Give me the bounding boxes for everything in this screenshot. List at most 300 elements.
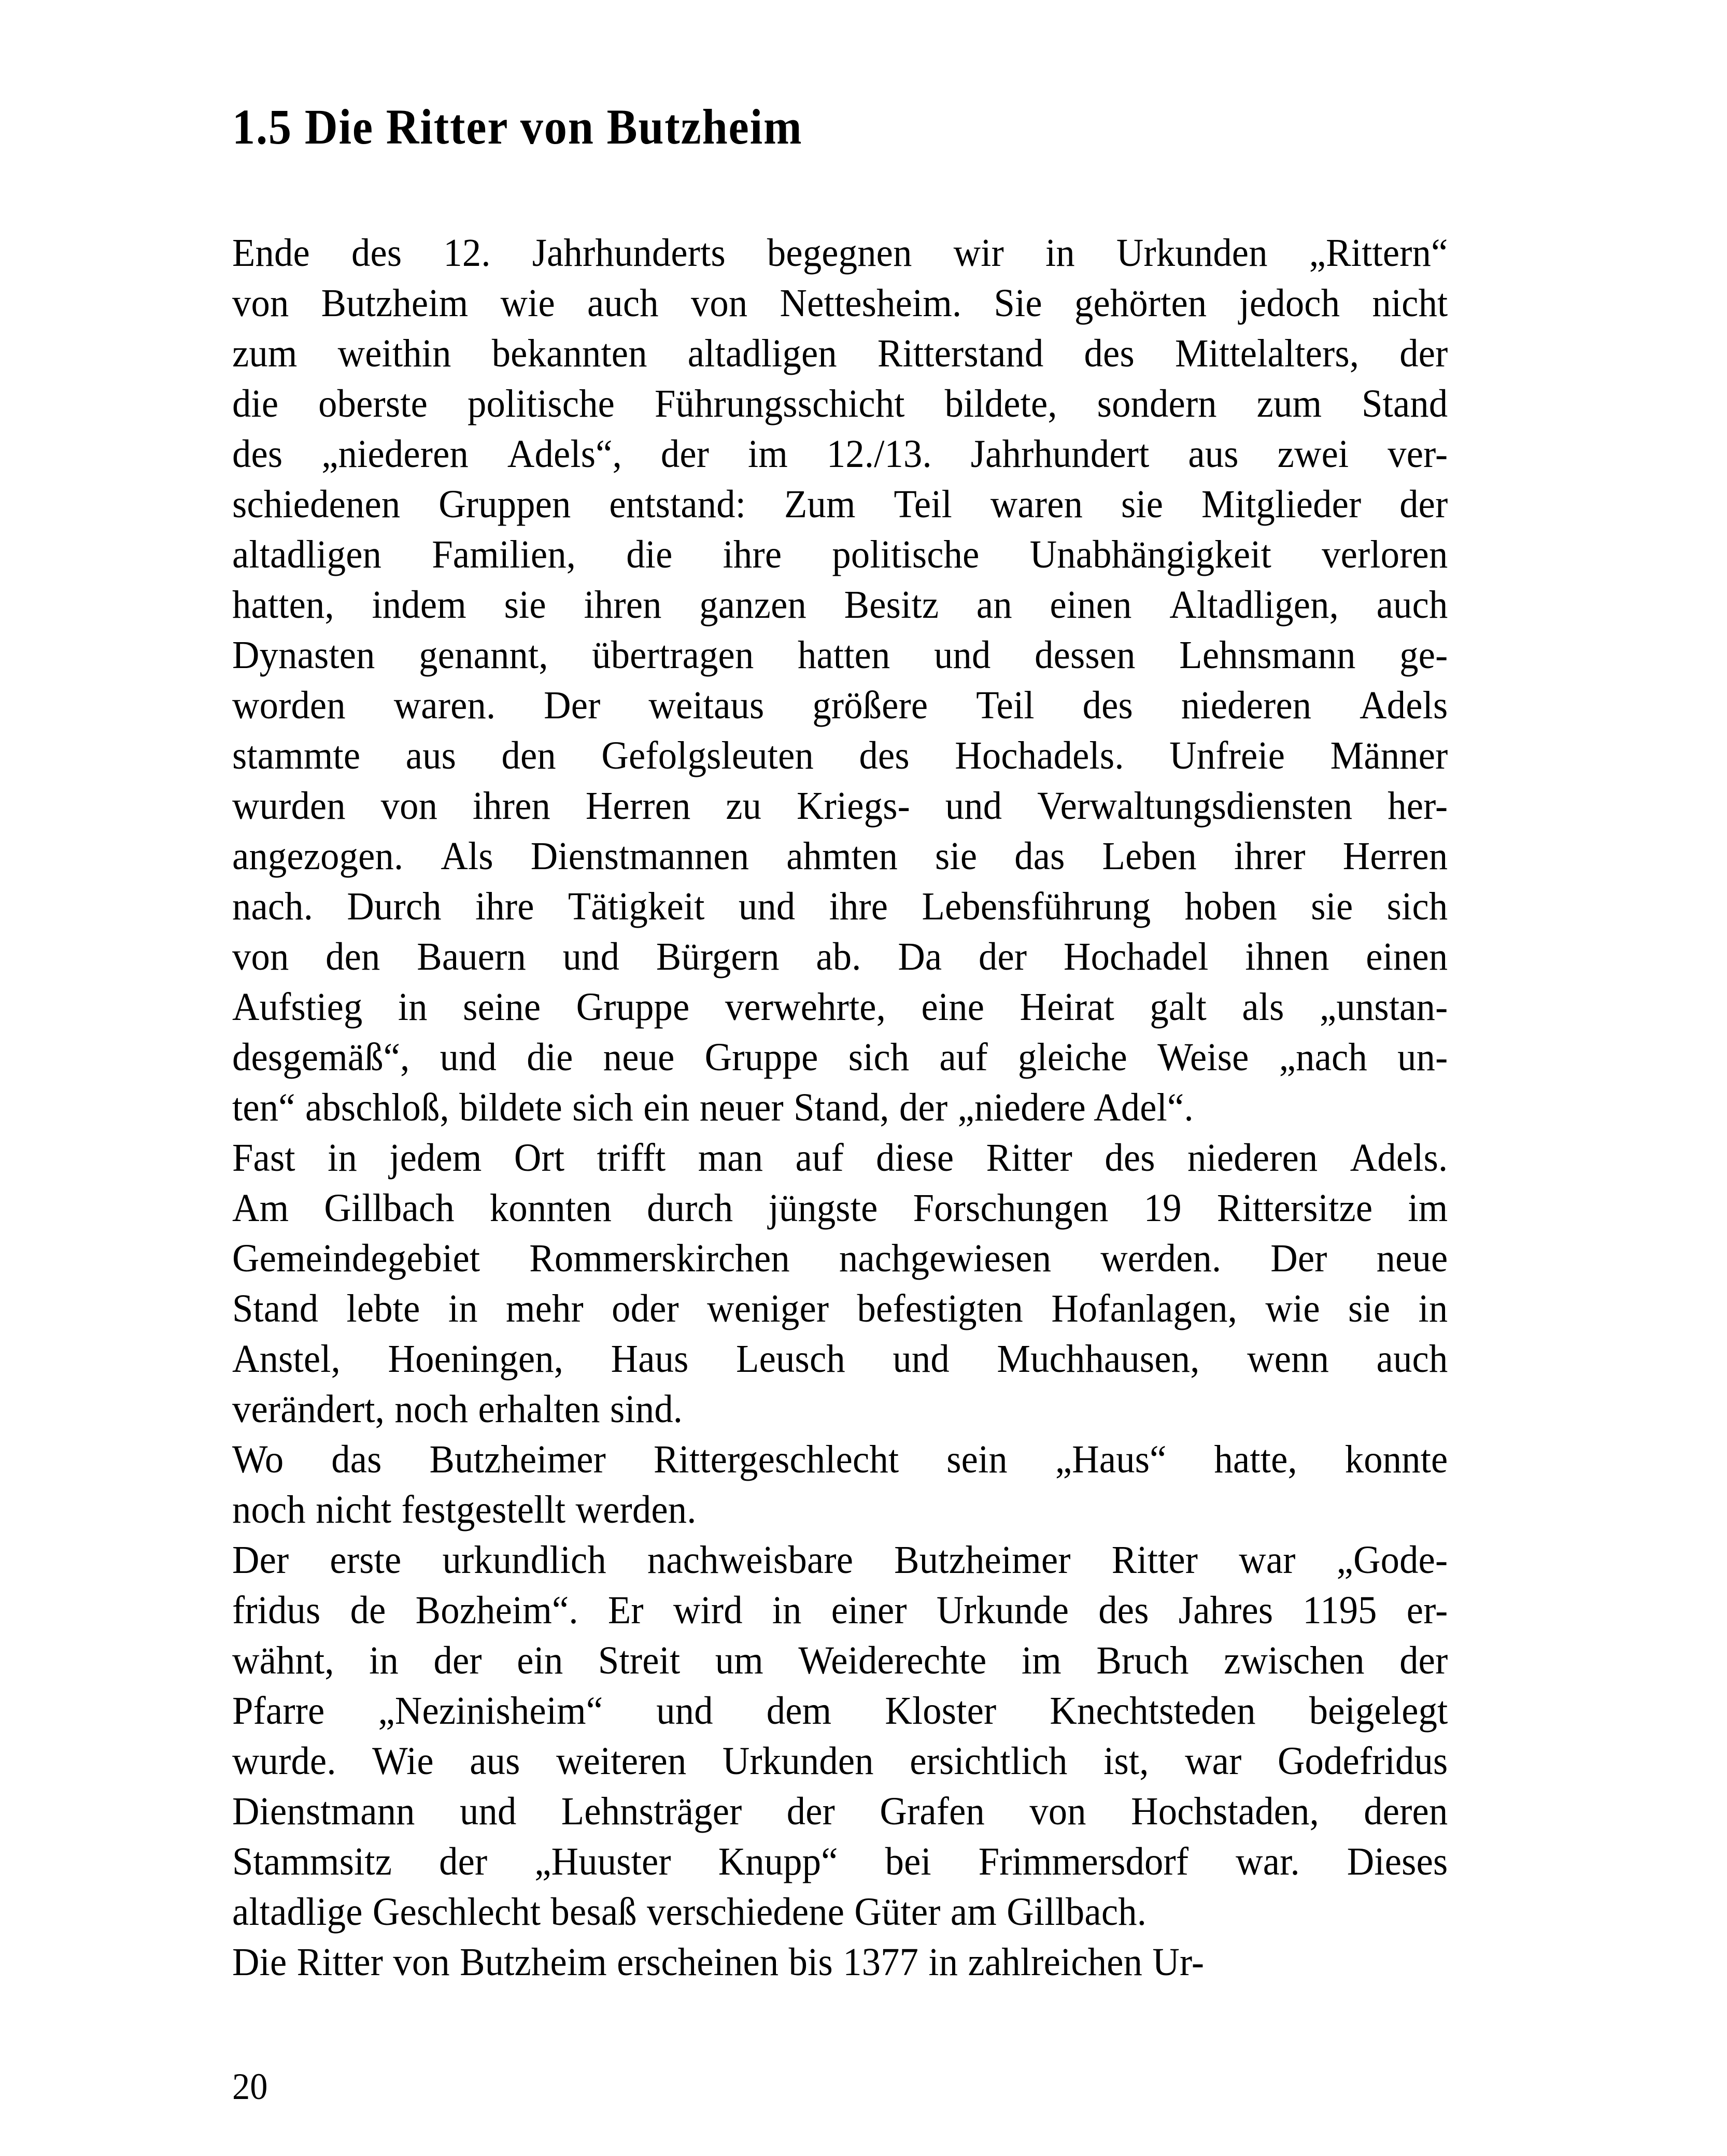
word: zwischen <box>1224 1639 1365 1682</box>
word: „nach <box>1279 1036 1367 1079</box>
word: Stand <box>232 1287 319 1330</box>
word: Altadligen, <box>1169 583 1339 627</box>
word: urkundlich <box>442 1538 606 1582</box>
word: weitaus <box>648 684 765 727</box>
word: Dienstmann <box>232 1790 415 1833</box>
word: und <box>440 1036 497 1079</box>
word: des <box>859 734 910 777</box>
word: Adels <box>1360 684 1448 727</box>
word: Mittelalters, <box>1174 332 1360 375</box>
text-line: ten“ abschloß, bildete sich ein neuer Stand, der „niedere Adel“. <box>232 1086 1194 1129</box>
word: Dynasten <box>232 633 375 677</box>
word: Gruppe <box>704 1036 818 1079</box>
word: Hochadels. <box>955 734 1124 777</box>
text-line <box>232 1183 1448 1233</box>
word: oder <box>612 1287 679 1330</box>
text-line <box>232 1435 1448 1485</box>
word: zum <box>1256 382 1322 425</box>
word: war <box>1185 1739 1242 1783</box>
word: Heirat <box>1020 985 1115 1029</box>
word: in <box>448 1287 478 1330</box>
word: gehörten <box>1074 281 1207 325</box>
word: her- <box>1388 784 1448 828</box>
word: „unstan- <box>1320 985 1448 1029</box>
word: Zum <box>784 483 856 526</box>
word: politische <box>832 533 980 576</box>
word: von <box>232 935 289 978</box>
word: Ritterstand <box>877 332 1044 375</box>
word: politische <box>467 382 615 425</box>
word: der <box>1399 332 1448 375</box>
word: bildete, <box>944 382 1057 425</box>
word: und <box>893 1337 950 1381</box>
text-line <box>232 630 1448 680</box>
word: der <box>433 1639 482 1682</box>
word: konnte <box>1344 1438 1448 1481</box>
word: Fast <box>232 1136 295 1180</box>
word: Der <box>232 1538 289 1582</box>
word: Wie <box>372 1739 434 1783</box>
word: Butzheimer <box>894 1538 1071 1582</box>
word: in <box>398 985 428 1029</box>
word: Teil <box>976 684 1035 727</box>
word: Besitz <box>844 583 939 627</box>
word: hatten, <box>232 583 334 627</box>
word: dessen <box>1035 633 1136 677</box>
word: Rittersitze <box>1216 1186 1373 1230</box>
word: Kloster <box>885 1689 997 1733</box>
word: ver- <box>1388 432 1448 476</box>
word: ganzen <box>699 583 806 627</box>
word: niederen <box>1181 684 1312 727</box>
word: stammte <box>232 734 361 777</box>
paragraph <box>232 1133 1448 1435</box>
word: lebte <box>346 1287 420 1330</box>
word: zwei <box>1277 432 1349 476</box>
word: Grafen <box>880 1790 985 1833</box>
word: wie <box>500 281 555 325</box>
word: wurden <box>232 784 346 828</box>
word: 1195 <box>1303 1588 1377 1632</box>
text-line <box>232 1585 1448 1636</box>
word: ihrer <box>1234 834 1306 878</box>
word: Bauern <box>417 935 526 978</box>
text-line <box>232 680 1448 731</box>
word: waren <box>990 483 1083 526</box>
word: Unfreie <box>1169 734 1285 777</box>
word: „Gode- <box>1336 1538 1448 1582</box>
paragraph <box>232 1435 1448 1535</box>
word: Familien, <box>432 533 576 576</box>
word: ab. <box>816 935 861 978</box>
section-heading: 1.5 Die Ritter von Butzheim <box>232 99 803 155</box>
word: angezogen. <box>232 834 404 878</box>
word: sich <box>1386 885 1448 928</box>
word: ist, <box>1103 1739 1149 1783</box>
word: de <box>350 1588 386 1632</box>
word: Kriegs- <box>796 784 910 828</box>
word: Frimmersdorf <box>978 1840 1189 1883</box>
word: sich <box>848 1036 910 1079</box>
word: trifft <box>597 1136 666 1180</box>
word: Godefridus <box>1277 1739 1448 1783</box>
word: die <box>626 533 673 576</box>
word: wie <box>1265 1287 1320 1330</box>
word: Haus <box>611 1337 689 1381</box>
word: wir <box>953 231 1004 275</box>
word: „Haus“ <box>1055 1438 1167 1481</box>
word: war. <box>1236 1840 1300 1883</box>
word: Der <box>1270 1237 1327 1280</box>
word: „Nezinisheim“ <box>378 1689 603 1733</box>
text-line <box>232 479 1448 530</box>
text-line: verändert, noch erhalten sind. <box>232 1387 683 1431</box>
word: im <box>1021 1639 1061 1682</box>
word: aus <box>470 1739 520 1783</box>
word: hatte, <box>1214 1438 1297 1481</box>
word: Urkunden <box>722 1739 874 1783</box>
word: Forschungen <box>913 1186 1109 1230</box>
word: Männer <box>1330 734 1448 777</box>
word: Rittergeschlecht <box>653 1438 899 1481</box>
word: Jahres <box>1178 1588 1273 1632</box>
word: eine <box>921 985 985 1029</box>
word: Mitglieder <box>1201 483 1362 526</box>
word: Verwaltungsdiensten <box>1037 784 1353 828</box>
word: aus <box>405 734 457 777</box>
word: ihnen <box>1245 935 1329 978</box>
text-line <box>232 932 1448 982</box>
word: weithin <box>337 332 451 375</box>
word: Bozheim“. <box>415 1588 578 1632</box>
word: Durch <box>347 885 442 928</box>
word: zum <box>232 332 298 375</box>
word: einen <box>1366 935 1448 978</box>
word: auch <box>587 281 659 325</box>
word: sein <box>946 1438 1008 1481</box>
word: konnten <box>489 1186 612 1230</box>
word: Bürgern <box>656 935 780 978</box>
word: seine <box>463 985 541 1029</box>
word: und <box>459 1790 517 1833</box>
word: Hofanlagen, <box>1051 1287 1238 1330</box>
word: Weise <box>1157 1036 1249 1079</box>
word: mehr <box>505 1287 584 1330</box>
word: Weiderechte <box>798 1639 987 1682</box>
paragraph <box>232 228 1448 1133</box>
paragraph <box>232 1937 1448 1988</box>
word: Bruch <box>1096 1639 1189 1682</box>
text-line <box>232 530 1448 580</box>
word: auch <box>1376 583 1448 627</box>
word: waren. <box>393 684 496 727</box>
word: altadligen <box>687 332 837 375</box>
text-line <box>232 1535 1448 1585</box>
word: dem <box>766 1689 832 1733</box>
word: Lehnsmann <box>1179 633 1356 677</box>
word: Butzheim <box>321 281 469 325</box>
word: sondern <box>1097 382 1217 425</box>
word: sie <box>1121 483 1164 526</box>
word: sie <box>504 583 546 627</box>
word: und <box>738 885 796 928</box>
text-line <box>232 1032 1448 1083</box>
word: weiteren <box>556 1739 687 1783</box>
word: Da <box>898 935 942 978</box>
word: in <box>328 1136 357 1180</box>
word: 12./13. <box>826 432 932 476</box>
word: neue <box>603 1036 675 1079</box>
text-line: Die Ritter von Butzheim erscheinen bis 1377 in zahlreichen Ur- <box>232 1940 1205 1984</box>
word: im <box>1408 1186 1448 1230</box>
word: fridus <box>232 1588 321 1632</box>
word: der <box>979 935 1027 978</box>
word: das <box>1014 834 1065 878</box>
word: ein <box>517 1639 563 1682</box>
word: desgemäß“, <box>232 1036 410 1079</box>
word: Leben <box>1102 834 1197 878</box>
word: Rommerskirchen <box>529 1237 790 1280</box>
word: ersichtlich <box>910 1739 1068 1783</box>
word: Jahrhundert <box>970 432 1150 476</box>
word: ihre <box>475 885 534 928</box>
word: das <box>331 1438 382 1481</box>
text-line <box>232 781 1448 831</box>
word: Aufstieg <box>232 985 363 1029</box>
text-line <box>232 1334 1448 1384</box>
word: Hochstaden, <box>1131 1790 1319 1833</box>
word: 19 <box>1143 1186 1182 1230</box>
word: von <box>380 784 438 828</box>
text-line <box>232 982 1448 1032</box>
word: hoben <box>1184 885 1277 928</box>
word: werden. <box>1100 1237 1222 1280</box>
word: Knupp“ <box>718 1840 838 1883</box>
word: Gemeindegebiet <box>232 1237 480 1280</box>
text-line <box>232 429 1448 479</box>
word: Gefolgsleuten <box>601 734 814 777</box>
word: begegnen <box>767 231 912 275</box>
word: ihre <box>723 533 782 576</box>
text-line <box>232 1636 1448 1686</box>
word: der <box>660 432 710 476</box>
word: entstand: <box>609 483 746 526</box>
text-line <box>232 882 1448 932</box>
word: übertragen <box>592 633 754 677</box>
word: Ende <box>232 231 310 275</box>
word: Tätigkeit <box>568 885 705 928</box>
word: in <box>1418 1287 1448 1330</box>
word: Gruppen <box>438 483 571 526</box>
word: nach. <box>232 885 314 928</box>
word: Dienstmannen <box>530 834 749 878</box>
word: Knechtsteden <box>1050 1689 1256 1733</box>
word: Teil <box>894 483 953 526</box>
word: un- <box>1397 1036 1448 1079</box>
word: „niederen <box>321 432 469 476</box>
word: die <box>527 1036 573 1079</box>
word: wurde. <box>232 1739 336 1783</box>
word: auf <box>795 1136 844 1180</box>
word: Gruppe <box>576 985 690 1029</box>
word: Dieses <box>1347 1840 1448 1883</box>
word: in <box>369 1639 399 1682</box>
word: „Rittern“ <box>1309 231 1448 275</box>
word: sie <box>935 834 978 878</box>
word: verwehrte, <box>725 985 886 1029</box>
word: ge- <box>1399 633 1448 677</box>
word: oberste <box>318 382 428 425</box>
word: deren <box>1364 1790 1448 1833</box>
text-line <box>232 379 1448 429</box>
word: verloren <box>1322 533 1448 576</box>
word: auf <box>939 1036 988 1079</box>
word: wenn <box>1247 1337 1329 1381</box>
text-line <box>232 278 1448 329</box>
word: niederen <box>1187 1136 1318 1180</box>
word: die <box>232 382 279 425</box>
word: Er <box>607 1588 644 1632</box>
word: Ritter <box>1111 1538 1198 1582</box>
text-line <box>232 1233 1448 1284</box>
word: Der <box>544 684 601 727</box>
word: in <box>1045 231 1075 275</box>
word: Jahrhunderts <box>532 231 726 275</box>
text-line <box>232 1736 1448 1786</box>
word: und <box>562 935 620 978</box>
word: ihren <box>584 583 662 627</box>
word: weniger <box>707 1287 829 1330</box>
word: Führungsschicht <box>654 382 905 425</box>
word: und <box>934 633 991 677</box>
word: Streit <box>598 1639 681 1682</box>
word: genannt, <box>419 633 548 677</box>
word: bei <box>885 1840 931 1883</box>
word: durch <box>647 1186 733 1230</box>
word: Ort <box>514 1136 565 1180</box>
word: Wo <box>232 1438 284 1481</box>
word: Butzheimer <box>429 1438 606 1481</box>
word: Adels“, <box>507 432 622 476</box>
page-number: 20 <box>232 2066 268 2107</box>
text-line <box>232 1837 1448 1887</box>
word: nachweisbare <box>647 1538 854 1582</box>
word: gleiche <box>1018 1036 1127 1079</box>
word: ahmten <box>786 834 898 878</box>
word: aus <box>1188 432 1239 476</box>
word: Als <box>441 834 493 878</box>
word: des <box>1082 684 1133 727</box>
text-line <box>232 228 1448 278</box>
word: wird <box>673 1588 743 1632</box>
word: von <box>232 281 289 325</box>
text-line <box>232 831 1448 882</box>
word: nicht <box>1372 281 1448 325</box>
word: um <box>715 1639 763 1682</box>
word: und <box>656 1689 713 1733</box>
word: jüngste <box>768 1186 878 1230</box>
word: ihre <box>829 885 888 928</box>
word: jedoch <box>1239 281 1340 325</box>
word: des <box>232 432 283 476</box>
word: als <box>1242 985 1284 1029</box>
word: galt <box>1150 985 1207 1029</box>
word: Lehnsträger <box>561 1790 742 1833</box>
text-line <box>232 1284 1448 1334</box>
word: auch <box>1376 1337 1448 1381</box>
text-line <box>232 1133 1448 1183</box>
word: schiedenen <box>232 483 401 526</box>
word: befestigten <box>857 1287 1024 1330</box>
word: jedem <box>389 1136 482 1180</box>
word: hatten <box>798 633 890 677</box>
word: diese <box>876 1136 954 1180</box>
word: beigelegt <box>1309 1689 1448 1733</box>
word: war <box>1239 1538 1296 1582</box>
word: worden <box>232 684 346 727</box>
word: sie <box>1311 885 1353 928</box>
word: und <box>945 784 1002 828</box>
word: man <box>698 1136 763 1180</box>
word: von <box>1029 1790 1086 1833</box>
word: des <box>1098 1588 1149 1632</box>
word: Lebensführung <box>922 885 1151 928</box>
word: der <box>786 1790 836 1833</box>
text-line <box>232 1686 1448 1736</box>
word: der <box>1399 483 1448 526</box>
word: Herren <box>1342 834 1448 878</box>
word: des <box>1105 1136 1155 1180</box>
word: neue <box>1376 1237 1448 1280</box>
word: ihren <box>472 784 551 828</box>
word: er- <box>1406 1588 1448 1632</box>
word: 12. <box>443 231 491 275</box>
word: einer <box>831 1588 907 1632</box>
word: Urkunde <box>936 1588 1069 1632</box>
word: Am <box>232 1186 289 1230</box>
text-line <box>232 329 1448 379</box>
word: Ritter <box>986 1136 1073 1180</box>
word: Hoeningen, <box>388 1337 564 1381</box>
word: Urkunden <box>1116 231 1268 275</box>
paragraph <box>232 1535 1448 1937</box>
word: erste <box>330 1538 402 1582</box>
word: bekannten <box>491 332 647 375</box>
word: Nettesheim. <box>780 281 962 325</box>
word: nachgewiesen <box>839 1237 1052 1280</box>
word: einen <box>1050 583 1132 627</box>
body-text-block <box>232 228 1505 1988</box>
word: Adels. <box>1350 1136 1448 1180</box>
word: der <box>1399 1639 1448 1682</box>
word: der <box>439 1840 488 1883</box>
word: im <box>747 432 788 476</box>
word: Gillbach <box>324 1186 455 1230</box>
word: Muchhausen, <box>997 1337 1200 1381</box>
word: den <box>501 734 556 777</box>
word: in <box>772 1588 802 1632</box>
word: Unabhängigkeit <box>1029 533 1271 576</box>
word: größere <box>812 684 928 727</box>
word: indem <box>372 583 466 627</box>
text-line: noch nicht festgestellt werden. <box>232 1488 697 1531</box>
word: Herren <box>585 784 691 828</box>
word: des <box>351 231 402 275</box>
word: Pfarre <box>232 1689 325 1733</box>
text-line <box>232 731 1448 781</box>
word: Sie <box>994 281 1042 325</box>
word: wähnt, <box>232 1639 334 1682</box>
